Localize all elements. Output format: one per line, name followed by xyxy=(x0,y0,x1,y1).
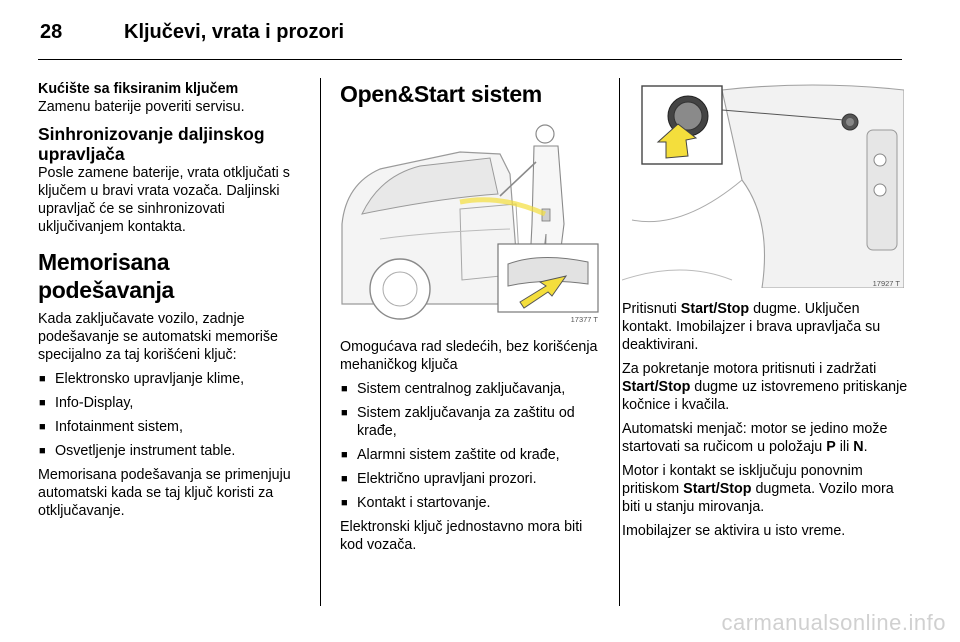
section-fixed-key-text: Zamenu baterije poveriti servisu. xyxy=(38,99,245,115)
text-fragment: . xyxy=(863,439,868,455)
watermark: carmanualsonline.info xyxy=(721,610,946,635)
start-stop-p2 xyxy=(622,360,912,414)
start-stop-p1 xyxy=(622,300,912,354)
column-divider-2 xyxy=(619,78,620,606)
figure-start-button xyxy=(622,80,904,288)
list-item: ■ Električno upravljani prozori. xyxy=(340,470,602,488)
list-item: ■ Kontakt i startovanje. xyxy=(340,494,602,512)
text-fragment: Pritisnuti xyxy=(622,301,681,317)
text-fragment: ili xyxy=(835,439,854,455)
list-item: ■ Elektronsko upravljanje klime, xyxy=(38,370,300,388)
section-memory-title: Memorisana podešavanja xyxy=(38,249,175,303)
text-fragment: dugme. Uključen kontakt. Imobilajzer i brava upravljača su deaktivirani. xyxy=(622,301,881,353)
section-sync-text: Posle zamene baterije, vrata otključati s ključem u bravi vrata vozača. Daljinski upravljač će se sinhronizovati uključivanjem kontakta. xyxy=(38,165,290,235)
figure-code: 17377 T xyxy=(570,315,598,324)
list-item: ■ Osvetljenje instrument table. xyxy=(38,442,300,460)
column-divider-1 xyxy=(320,78,321,606)
figure-code: 17927 T xyxy=(872,279,900,288)
open-start-outro: Elektronski ključ jednostavno mora biti kod vozača. xyxy=(340,519,583,553)
header-rule xyxy=(38,59,902,60)
text-fragment: dugme uz istovremeno pritiskanje kočnice i kvačila. xyxy=(622,379,908,413)
start-stop-label: Start/Stop xyxy=(622,379,691,395)
page-header xyxy=(38,18,902,52)
page-number: 28 xyxy=(40,21,63,43)
column-left xyxy=(38,80,300,526)
start-stop-p3 xyxy=(622,420,912,456)
gear-n-label: N xyxy=(853,439,864,455)
start-stop-label: Start/Stop xyxy=(680,301,750,317)
gear-p-label: P xyxy=(826,439,836,455)
memory-settings-list xyxy=(38,370,300,460)
start-stop-p5: Imobilajzer se aktivira u isto vreme. xyxy=(622,523,846,539)
text-fragment: Motor i kontakt se isključuju ponovnim pritiskom xyxy=(622,463,863,497)
list-item: ■ Infotainment sistem, xyxy=(38,418,300,436)
section-fixed-key-title: Kućište sa fiksiranim ključem xyxy=(38,81,239,97)
chapter-title: Ključevi, vrata i prozori xyxy=(124,21,345,43)
section-memory-outro: Memorisana podešavanja se primenjuju automatski kada se taj ključ koristi za otključavanje. xyxy=(38,467,291,519)
section-sync-title: Sinhronizovanje daljinskog upravljača xyxy=(38,124,265,164)
text-fragment: Za pokretanje motora pritisnuti i zadržati xyxy=(622,361,877,377)
figure-car-door xyxy=(340,114,602,324)
open-start-list xyxy=(340,380,602,512)
list-item: ■ Info-Display, xyxy=(38,394,300,412)
start-stop-illustration xyxy=(622,80,904,288)
list-item: ■ Sistem zaključavanja za zaštitu od krađe, xyxy=(340,404,602,440)
section-memory-intro: Kada zaključavate vozilo, zadnje podešavanje se automatski memoriše specijalno za taj korišćeni ključ: xyxy=(38,311,278,363)
list-item: ■ Alarmni sistem zaštite od krađe, xyxy=(340,446,602,464)
start-stop-label: Start/Stop xyxy=(683,481,752,497)
open-start-title: Open&Start sistem xyxy=(340,81,542,107)
text-fragment: Automatski menjač: motor se jedino može startovati sa ručicom u položaju xyxy=(622,421,888,455)
column-middle xyxy=(340,80,602,560)
text-fragment: dugmeta. Vozilo mora biti u stanju mirovanja. xyxy=(622,481,894,515)
list-item: ■ Sistem centralnog zaključavanja, xyxy=(340,380,602,398)
open-start-intro: Omogućava rad sledećih, bez korišćenja mehaničkog ključa xyxy=(340,339,598,373)
column-right xyxy=(622,80,912,546)
start-stop-p4 xyxy=(622,462,912,516)
car-door-illustration xyxy=(340,114,602,324)
